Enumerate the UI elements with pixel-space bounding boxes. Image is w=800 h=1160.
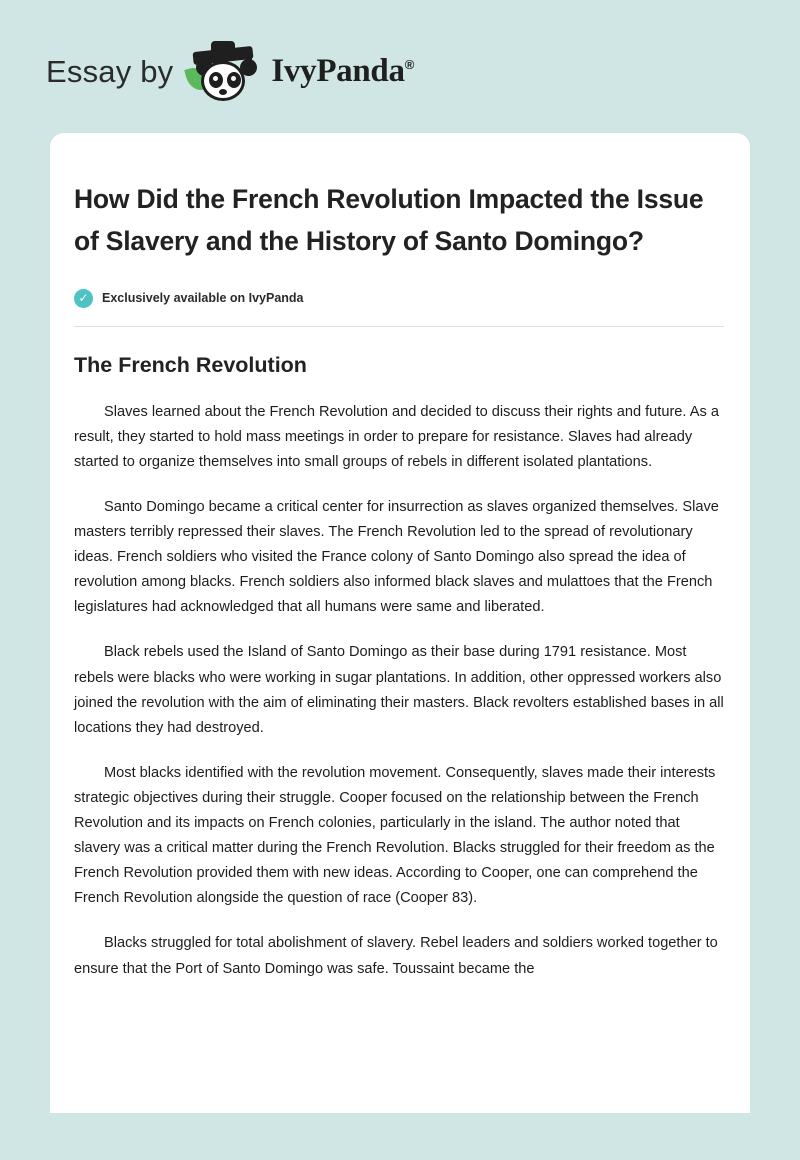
ivypanda-brand[interactable] bbox=[187, 41, 414, 103]
exclusivity-badge bbox=[74, 289, 724, 308]
paragraph: Black rebels used the Island of Santo Domingo as their base during 1791 resistance. Most rebels were blacks who were working in sugar plantations. In addition, other oppressed workers also joined the revolution with the aim of eliminating their masters. Black revolters established bases in all locations they had destroyed. bbox=[74, 644, 724, 736]
status-badge: Exclusively available on IvyPanda bbox=[102, 291, 304, 306]
paragraph: Blacks struggled for total abolishment of slavery. Rebel leaders and soldiers worked together to ensure that the Port of Santo Domingo was safe. Toussaint became the bbox=[74, 935, 718, 977]
section-heading: The French Revolution bbox=[74, 352, 307, 377]
panda-graduate-icon bbox=[187, 41, 265, 103]
paragraph: Slaves learned about the French Revolution and decided to discuss their rights and future. As a result, they started to hold mass meetings in order to prepare for resistance. Slaves had already started to organize themselves into small groups of rebels in different isolated plantations. bbox=[74, 403, 719, 470]
registered-trademark-symbol: ® bbox=[404, 57, 414, 72]
graduation-cap-tassel bbox=[249, 53, 252, 73]
brand-name-text: IvyPanda bbox=[271, 53, 405, 89]
panda-eye-left bbox=[209, 72, 223, 88]
paragraph: Most blacks identified with the revolution movement. Consequently, slaves made their interests strategic objectives during their struggle. Cooper focused on the relationship between the French Revolution and its impacts on French colonies, particularly in the island. The author noted that slavery was a critical matter during the French Revolution. Blacks struggled for their freedom as the French Revolution provided them with new ideas. According to Cooper, one can comprehend the French Revolution alongside the question of race (Cooper 83). bbox=[74, 764, 716, 907]
page-title: How Did the French Revolution Impacted the Issue of Slavery and the History of Santo Domingo? bbox=[74, 184, 704, 256]
title-divider bbox=[74, 326, 724, 327]
brand-name bbox=[271, 53, 414, 90]
essay-body bbox=[74, 400, 724, 982]
check-circle-icon: ✓ bbox=[74, 289, 93, 308]
site-header bbox=[0, 0, 800, 105]
essay-by-label: Essay by bbox=[46, 53, 174, 89]
paragraph: Santo Domingo became a critical center for insurrection as slaves organized themselves. Slave masters terribly repressed their slaves. The French Revolution led to the spread of revolutionary ideas. French soldiers who visited the France colony of Santo Domingo also spread the idea of revolution among blacks. French soldiers also informed black slaves and mulattoes that the French legislatures had acknowledged that all humans were same and liberated. bbox=[74, 499, 719, 616]
document-card bbox=[50, 133, 750, 1113]
panda-nose bbox=[219, 89, 227, 95]
panda-eye-right bbox=[227, 72, 241, 88]
